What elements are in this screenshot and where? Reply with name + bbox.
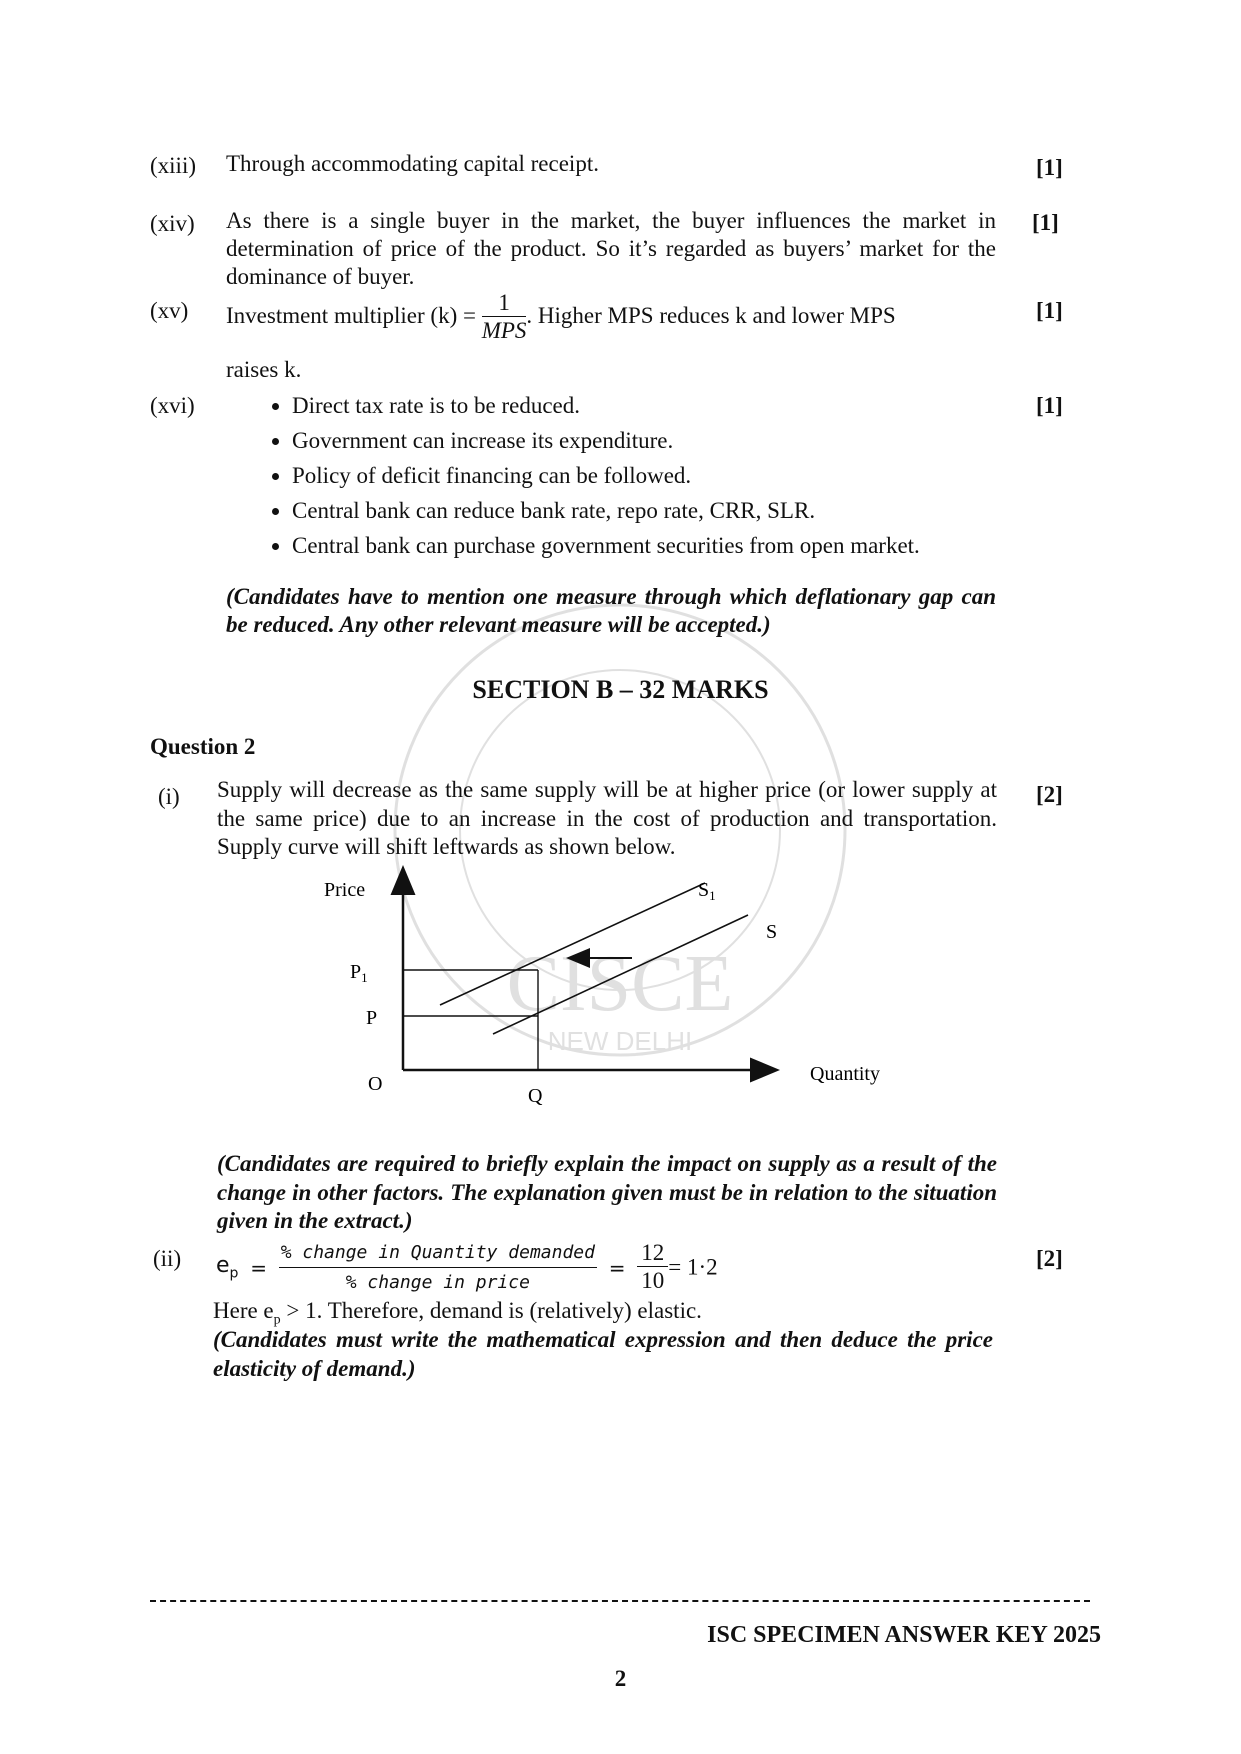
multiplier-tail: . Higher MPS reduces k and lower MPS [526, 302, 896, 328]
value-denominator: 10 [641, 1268, 665, 1293]
fraction-denominator: MPS [481, 318, 527, 343]
list-item: • Direct tax rate is to be reduced. [292, 392, 920, 427]
examiner-note-q2-i: (Candidates are required to briefly explain the impact on supply as a result of the change in other factors. The explanation given must be in relation to the situation given in the extract.) [217, 1151, 997, 1233]
examiner-note-q2-ii: (Candidates must write the mathematical expression and then deduce the price elasticity of demand.) [213, 1327, 993, 1381]
fraction-numerator: % change in Quantity demanded [279, 1242, 597, 1268]
marks-xiii: [1] [1036, 155, 1063, 180]
item-number-xiii: (xiii) [150, 153, 196, 178]
elasticity-result: = 1·2 [668, 1254, 718, 1280]
item-text-xiv: As there is a single buyer in the market, the buyer influences the market in determination of price of the product. So it’s regarded as buyers’ market for the dominance of buyer. [226, 208, 996, 289]
supply-shift-graph [300, 850, 920, 1120]
item-number-xv: (xv) [150, 298, 189, 323]
ep-symbol: $e_p$ [216, 1253, 239, 1282]
footer-answer-key: ISC SPECIMEN ANSWER KEY 2025 [707, 1622, 1101, 1648]
x-axis-label: Quantity [810, 1063, 880, 1085]
item-text-q2-i: Supply will decrease as the same supply will be at higher price (or lower supply at the same price) due to an increase in the cost of production and transportation. Supply curve will shift leftwards as shown below. [217, 777, 997, 859]
watermark-org: CISCE [506, 940, 734, 1028]
s-label: S [766, 921, 778, 943]
marks-q2-i: [2] [1036, 782, 1063, 807]
section-title: SECTION B – 32 MARKS [472, 675, 769, 704]
s1-label: $S_1$ [698, 879, 716, 903]
elasticity-conclusion: Here $e_p > 1$. Therefore, demand is (relatively) elastic. [213, 1298, 702, 1328]
list-item: • Government can increase its expenditure. [292, 427, 920, 462]
examiner-note-xvi: (Candidates have to mention one measure through which deflationary gap can be reduced. Any other relevant measure will be accepted.) [226, 584, 996, 637]
p1-label: $P_1$ [350, 961, 368, 985]
supply-curve-s1 [440, 883, 705, 1005]
percentage-change-fraction [279, 1242, 597, 1293]
value-numerator: 12 [637, 1240, 668, 1267]
equals-sign: = [250, 1255, 267, 1280]
value-fraction [637, 1240, 668, 1295]
item-text-xiii: Through accommodating capital receipt. [226, 151, 599, 176]
item-number-q2-ii: (ii) [153, 1246, 182, 1271]
list-item: • Central bank can purchase government securities from open market. [292, 532, 920, 567]
multiplier-fraction [482, 290, 527, 345]
marks-xvi: [1] [1036, 393, 1063, 418]
footer-divider [150, 1600, 1090, 1602]
fraction-denominator: % change in price [345, 1272, 530, 1293]
equals-sign-2: = [608, 1255, 626, 1280]
item-number-xiv: (xiv) [150, 211, 195, 236]
list-item: • Central bank can reduce bank rate, repo rate, CRR, SLR. [292, 497, 920, 532]
item-number-xvi: (xvi) [150, 393, 195, 418]
item-number-q2-i: (i) [158, 784, 180, 809]
marks-xiv: [1] [1032, 210, 1059, 235]
q-label: Q [528, 1085, 543, 1107]
fraction-numerator: 1 [482, 290, 527, 317]
list-item: • Policy of deficit financing can be followed. [292, 462, 920, 497]
marks-q2-ii: [2] [1036, 1246, 1063, 1271]
page-number: 2 [614, 1666, 627, 1691]
multiplier-lead: Investment multiplier (k) = [226, 302, 476, 328]
multiplier-tail-line2: raises k. [226, 357, 302, 382]
measures-list [264, 392, 920, 567]
elasticity-formula [216, 1240, 718, 1295]
y-axis-label: Price [324, 879, 366, 901]
item-text-xv [226, 290, 996, 345]
p-label: P [366, 1007, 378, 1029]
question-label: Question 2 [150, 734, 256, 759]
watermark-city: NEW DELHI [547, 1026, 693, 1056]
marks-xv: [1] [1036, 298, 1063, 323]
origin-label: O [368, 1073, 383, 1095]
